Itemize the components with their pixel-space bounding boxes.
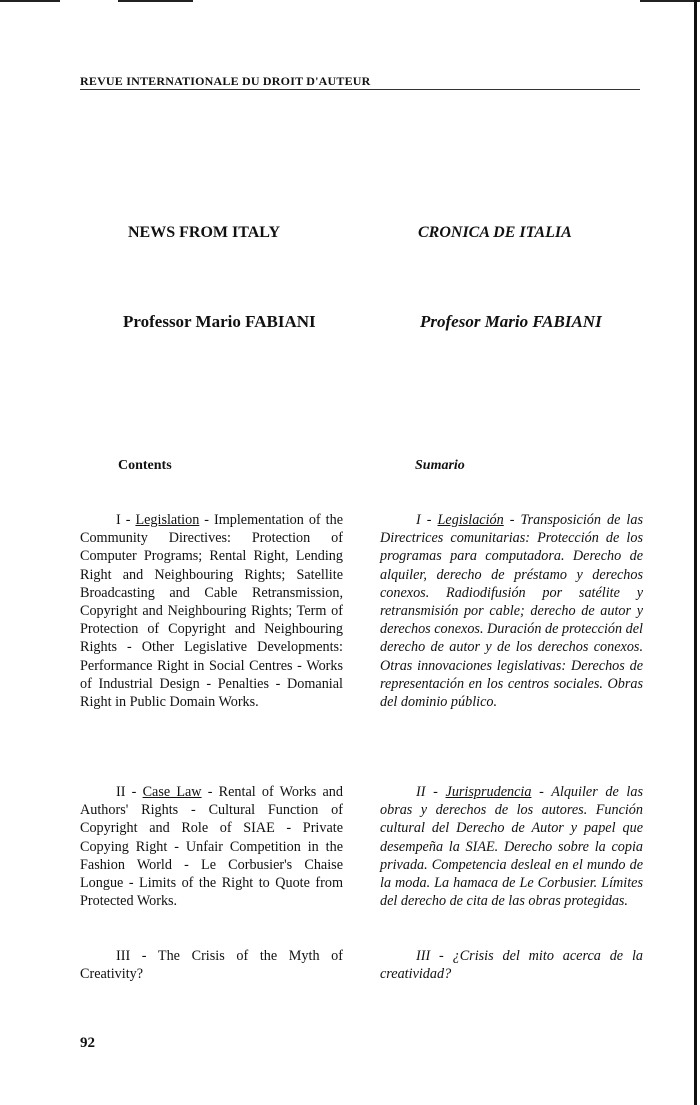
- section-link-jurisprudencia: Jurisprudencia: [445, 784, 532, 800]
- author-english: Professor Mario FABIANI: [123, 312, 316, 331]
- scan-mark-top-left: [0, 0, 60, 2]
- title-english: NEWS FROM ITALY: [128, 224, 281, 241]
- scan-mark-top-mid: [118, 0, 193, 2]
- running-header: REVUE INTERNATIONALE DU DROIT D'AUTEUR: [80, 74, 371, 88]
- section-link-legislacion: Legislación: [437, 512, 504, 528]
- author-spanish: Profesor Mario FABIANI: [420, 312, 602, 331]
- contents-item-english-1: I - Legislation - Implementation of the Community Directives: Protection of Computer Programs; Rental Right, Lending Right and Neighbouring Rights; Satellite Broadcasting and Cable Retransmission, Copyright and Neighbouring Rights; Term of Protection of Copyright and Neighbouring Rights - Other Legislative Developments: Performance Right in Social Centres - Works of Industrial Design - Penalties - Domanial Right in Public Domain Works.: [80, 512, 343, 711]
- title-spanish: CRONICA DE ITALIA: [418, 224, 572, 241]
- contents-item-spanish-3: III - ¿Crisis del mito acerca de la creatividad?: [380, 948, 643, 983]
- contents-item-spanish-1: I - Legislación - Transposición de las Directrices comunitarias: Protección de los programas para computadora. Derecho de alquiler, derecho de préstamo y derechos conexos. Radiodifusión por satélite y retransmisión por cable; derecho de autor y derechos conexos. Duración de protección del derecho de autor y de los derechos conexos. Otras innovaciones legislativas: Derechos de representación en los centros sociales. Obras del dominio público.: [380, 512, 643, 711]
- contents-item-spanish-2: II - Jurisprudencia - Alquiler de las obras y derechos de los autores. Función cultural del Derecho de Autor y papel que desempeña la SIAE. Derecho sobre la copia privada. Competencia desleal en el mundo de la moda. La hamaca de Le Corbusier. Límites del derecho de cita de las obras protegidas.: [380, 784, 643, 910]
- contents-heading-spanish: Sumario: [415, 458, 465, 473]
- contents-item-english-3: III - The Crisis of the Myth of Creativity?: [80, 948, 343, 983]
- page-edge-shadow: [694, 0, 697, 1105]
- contents-heading-english: Contents: [118, 458, 172, 473]
- contents-item-english-2: II - Case Law - Rental of Works and Authors' Rights - Cultural Function of Copyright and Role of SIAE - Private Copying Right - Unfair Competition in the Fashion World - Le Corbusier's Chaise Longue - Limits of the Right to Quote from Protected Works.: [80, 784, 343, 910]
- page-number: 92: [80, 1035, 95, 1051]
- section-link-legislation: Legislation: [135, 512, 200, 528]
- header-rule: [80, 89, 640, 90]
- scan-mark-top-right: [640, 0, 700, 2]
- section-link-case-law: Case Law: [142, 784, 202, 800]
